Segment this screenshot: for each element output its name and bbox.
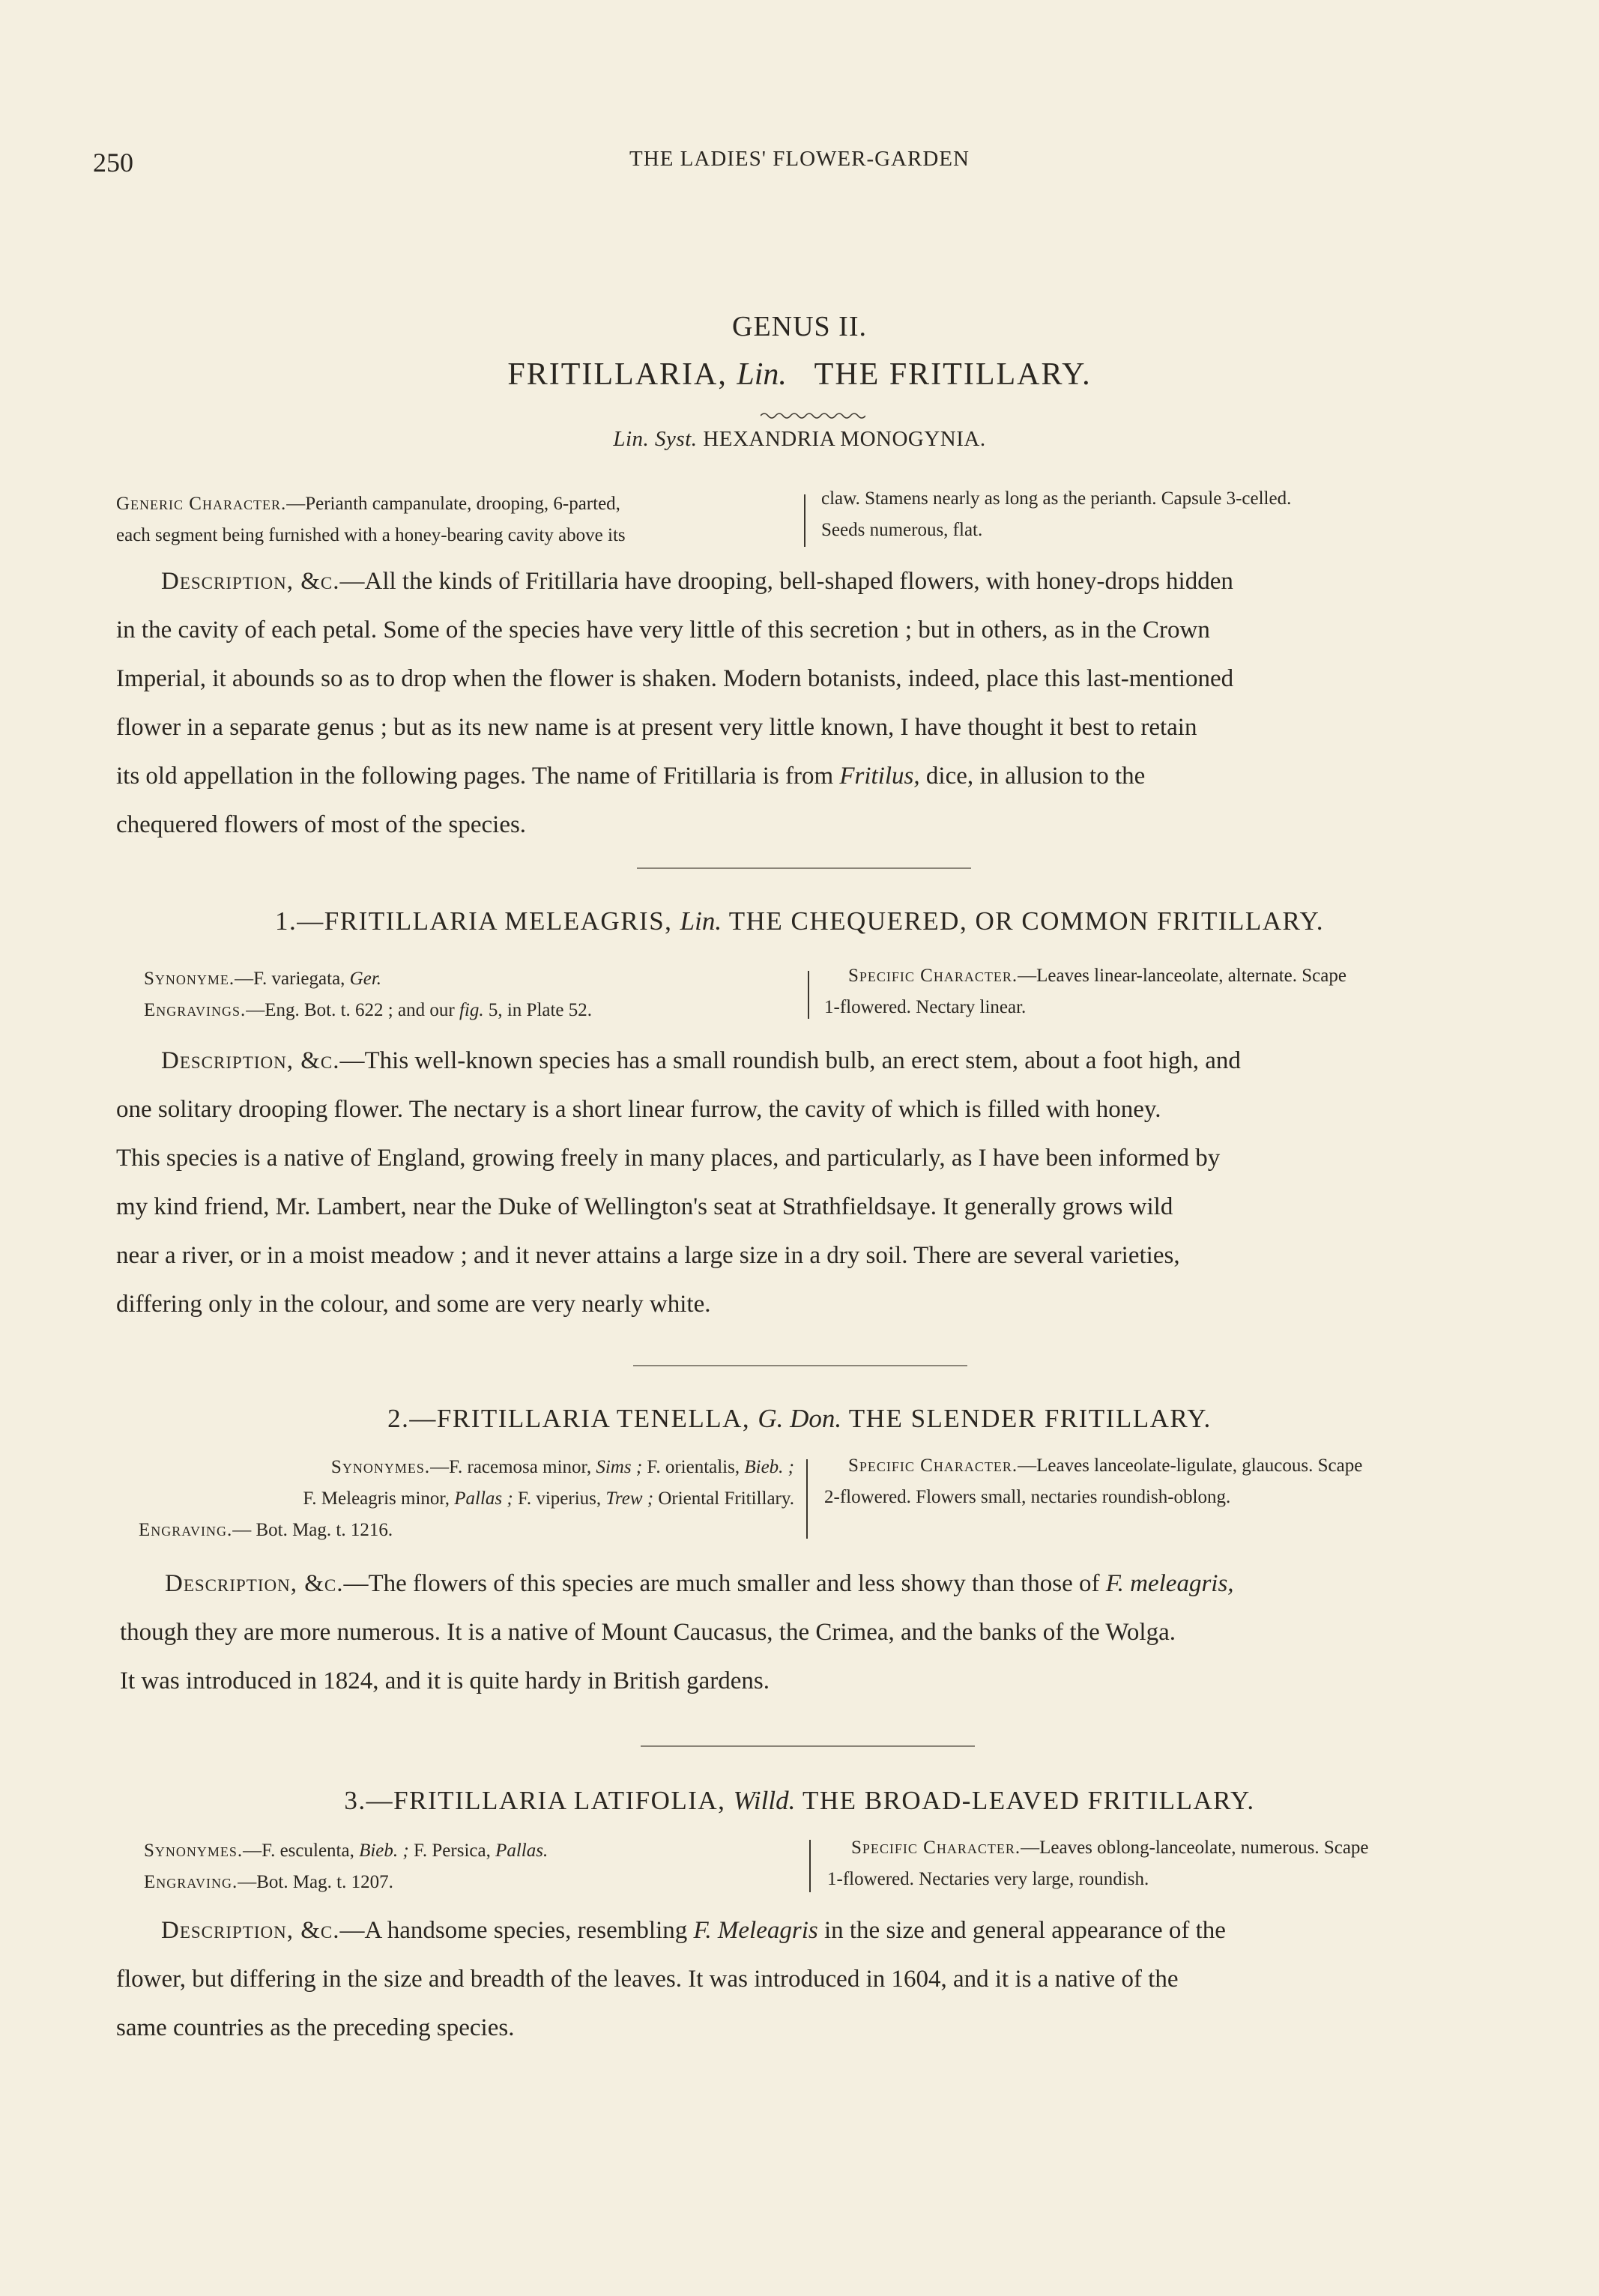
running-title: THE LADIES' FLOWER-GARDEN — [629, 147, 970, 171]
description-label: Description, &c. — [161, 1047, 340, 1074]
genus-name: FRITILLARIA, — [507, 357, 728, 392]
genus-label: GENUS II. — [732, 311, 867, 342]
page-number: 250 — [93, 148, 133, 178]
engraving-label: Engraving. — [139, 1520, 233, 1540]
description-text: —All the kinds of Fritillaria have drooping, bell-shaped flowers, with honey-drops hidden — [339, 568, 1233, 595]
generic-character-text: Seeds numerous, flat. — [821, 520, 983, 540]
system-class: HEXANDRIA MONOGYNIA. — [703, 427, 986, 451]
section-divider — [641, 1745, 975, 1747]
species-synonyms: Synonymes.—F. esculenta, Bieb. ; F. Persica, Pallas. Engraving.—Bot. Mag. t. 1207. — [144, 1841, 548, 1892]
linnaean-system — [0, 427, 1599, 452]
column-divider — [804, 494, 805, 547]
species-specific-character: Specific Character.—Leaves oblong-lanceolate, numerous. Scape 1-flowered. Nectaries very large, roundish. — [827, 1838, 1369, 1889]
species-heading: 3.—FRITILLARIA LATIFOLIA, Willd. THE BROAD-LEAVED FRITILLARY. — [344, 1786, 1255, 1815]
engraving-label: Engravings. — [144, 1000, 247, 1020]
description-label: Description, &c. — [161, 568, 340, 595]
species-description: Description, &c.—A handsome species, resembling F. Meleagris in the size and general appearance of the flower, but differing in the size and breadth of the leaves. It was introduced in 1604, and it is a native of the same countries as the preceding species. — [116, 1917, 1226, 2041]
generic-character-text: claw. Stamens nearly as long as the perianth. Capsule 3-celled. — [821, 488, 1292, 509]
genus-description — [116, 557, 1491, 849]
description-text: Imperial, it abounds so as to drop when the flower is shaken. Modern botanists, indeed, place this last-mentioned — [116, 665, 1234, 692]
synonym-label: Synonyme. — [144, 969, 235, 989]
genus-title — [0, 357, 1599, 393]
genus-common-name: THE FRITILLARY. — [814, 357, 1092, 392]
wavy-ornament — [761, 411, 865, 421]
description-text: chequered flowers of most of the species. — [116, 811, 527, 838]
species-synonyms: Synonymes.—F. racemosa minor, Sims ; F. orientalis, Bieb. ; F. Meleagris minor, Pallas ; F. viperius, Trew ; Oriental Fritillary. Engraving.— Bot. Mag. t. 1216. — [139, 1457, 794, 1540]
species-heading: 1.—FRITILLARIA MELEAGRIS, Lin. THE CHEQUERED, OR COMMON FRITILLARY. — [275, 906, 1324, 936]
genus-authority: Lin. — [737, 357, 787, 392]
synonym-label: Synonymes. — [330, 1457, 431, 1477]
specific-character-label: Specific Character. — [851, 1838, 1021, 1858]
specific-character-label: Specific Character. — [848, 1456, 1018, 1476]
section-divider — [637, 867, 971, 869]
species-specific-character: Specific Character.—Leaves linear-lanceolate, alternate. Scape 1-flowered. Nectary linear. — [824, 966, 1346, 1017]
generic-character-text: —Perianth campanulate, drooping, 6-parted, — [286, 494, 620, 514]
species-description: Description, &c.—The flowers of this species are much smaller and less showy than those of F. meleagris, though they are more numerous. It is a native of Mount Caucasus, the Crimea, and the banks of the Wolga. It was introduced in 1824, and it is quite hardy in British gardens. — [120, 1570, 1234, 1694]
description-text: in the cavity of each petal. Some of the species have very little of this secretion ; but in others, as in the Crown — [116, 617, 1210, 643]
description-label: Description, &c. — [165, 1570, 344, 1597]
description-text: its old appellation in the following pages. The name of Fritillaria is from Fritilus, dice, in allusion to the — [116, 763, 1146, 790]
column-divider — [808, 971, 809, 1019]
species-synonyms: Synonyme.—F. variegata, Ger. Engravings.—Eng. Bot. t. 622 ; and our fig. 5, in Plate 52. — [144, 969, 593, 1020]
column-divider — [809, 1840, 811, 1892]
system-abbr: Lin. Syst. — [613, 427, 698, 451]
species-specific-character: Specific Character.—Leaves lanceolate-ligulate, glaucous. Scape 2-flowered. Flowers small, nectaries roundish-oblong. — [824, 1456, 1363, 1507]
column-divider — [806, 1459, 808, 1539]
section-divider — [633, 1365, 967, 1366]
species-heading: 2.—FRITILLARIA TENELLA, G. Don. THE SLENDER FRITILLARY. — [387, 1404, 1212, 1433]
generic-character-left — [116, 488, 791, 551]
description-text: flower in a separate genus ; but as its new name is at present very little known, I have thought it best to retain — [116, 714, 1197, 741]
species-description: Description, &c.—This well-known species has a small roundish bulb, an erect stem, about a foot high, and one solitary drooping flower. The nectary is a short linear furrow, the cavity of which is filled with honey. This species is a native of England, growing freely in many places, and particularly, as I have been informed by my kind friend, Mr. Lambert, near the Duke of Wellington's seat at Strathfieldsaye. It generally grows wild near a river, or in a moist meadow ; and it never attains a large size in a dry soil. There are several varieties, differing only in the colour, and some are very nearly white. — [116, 1047, 1241, 1318]
generic-character-label: Generic Character. — [116, 494, 287, 514]
generic-character-right — [821, 483, 1496, 546]
specific-character-label: Specific Character. — [848, 966, 1018, 986]
generic-character-text: each segment being furnished with a honey-bearing cavity above its — [116, 525, 626, 545]
engraving-label: Engraving. — [144, 1872, 238, 1892]
synonym-label: Synonymes. — [144, 1841, 244, 1861]
description-label: Description, &c. — [161, 1917, 340, 1944]
